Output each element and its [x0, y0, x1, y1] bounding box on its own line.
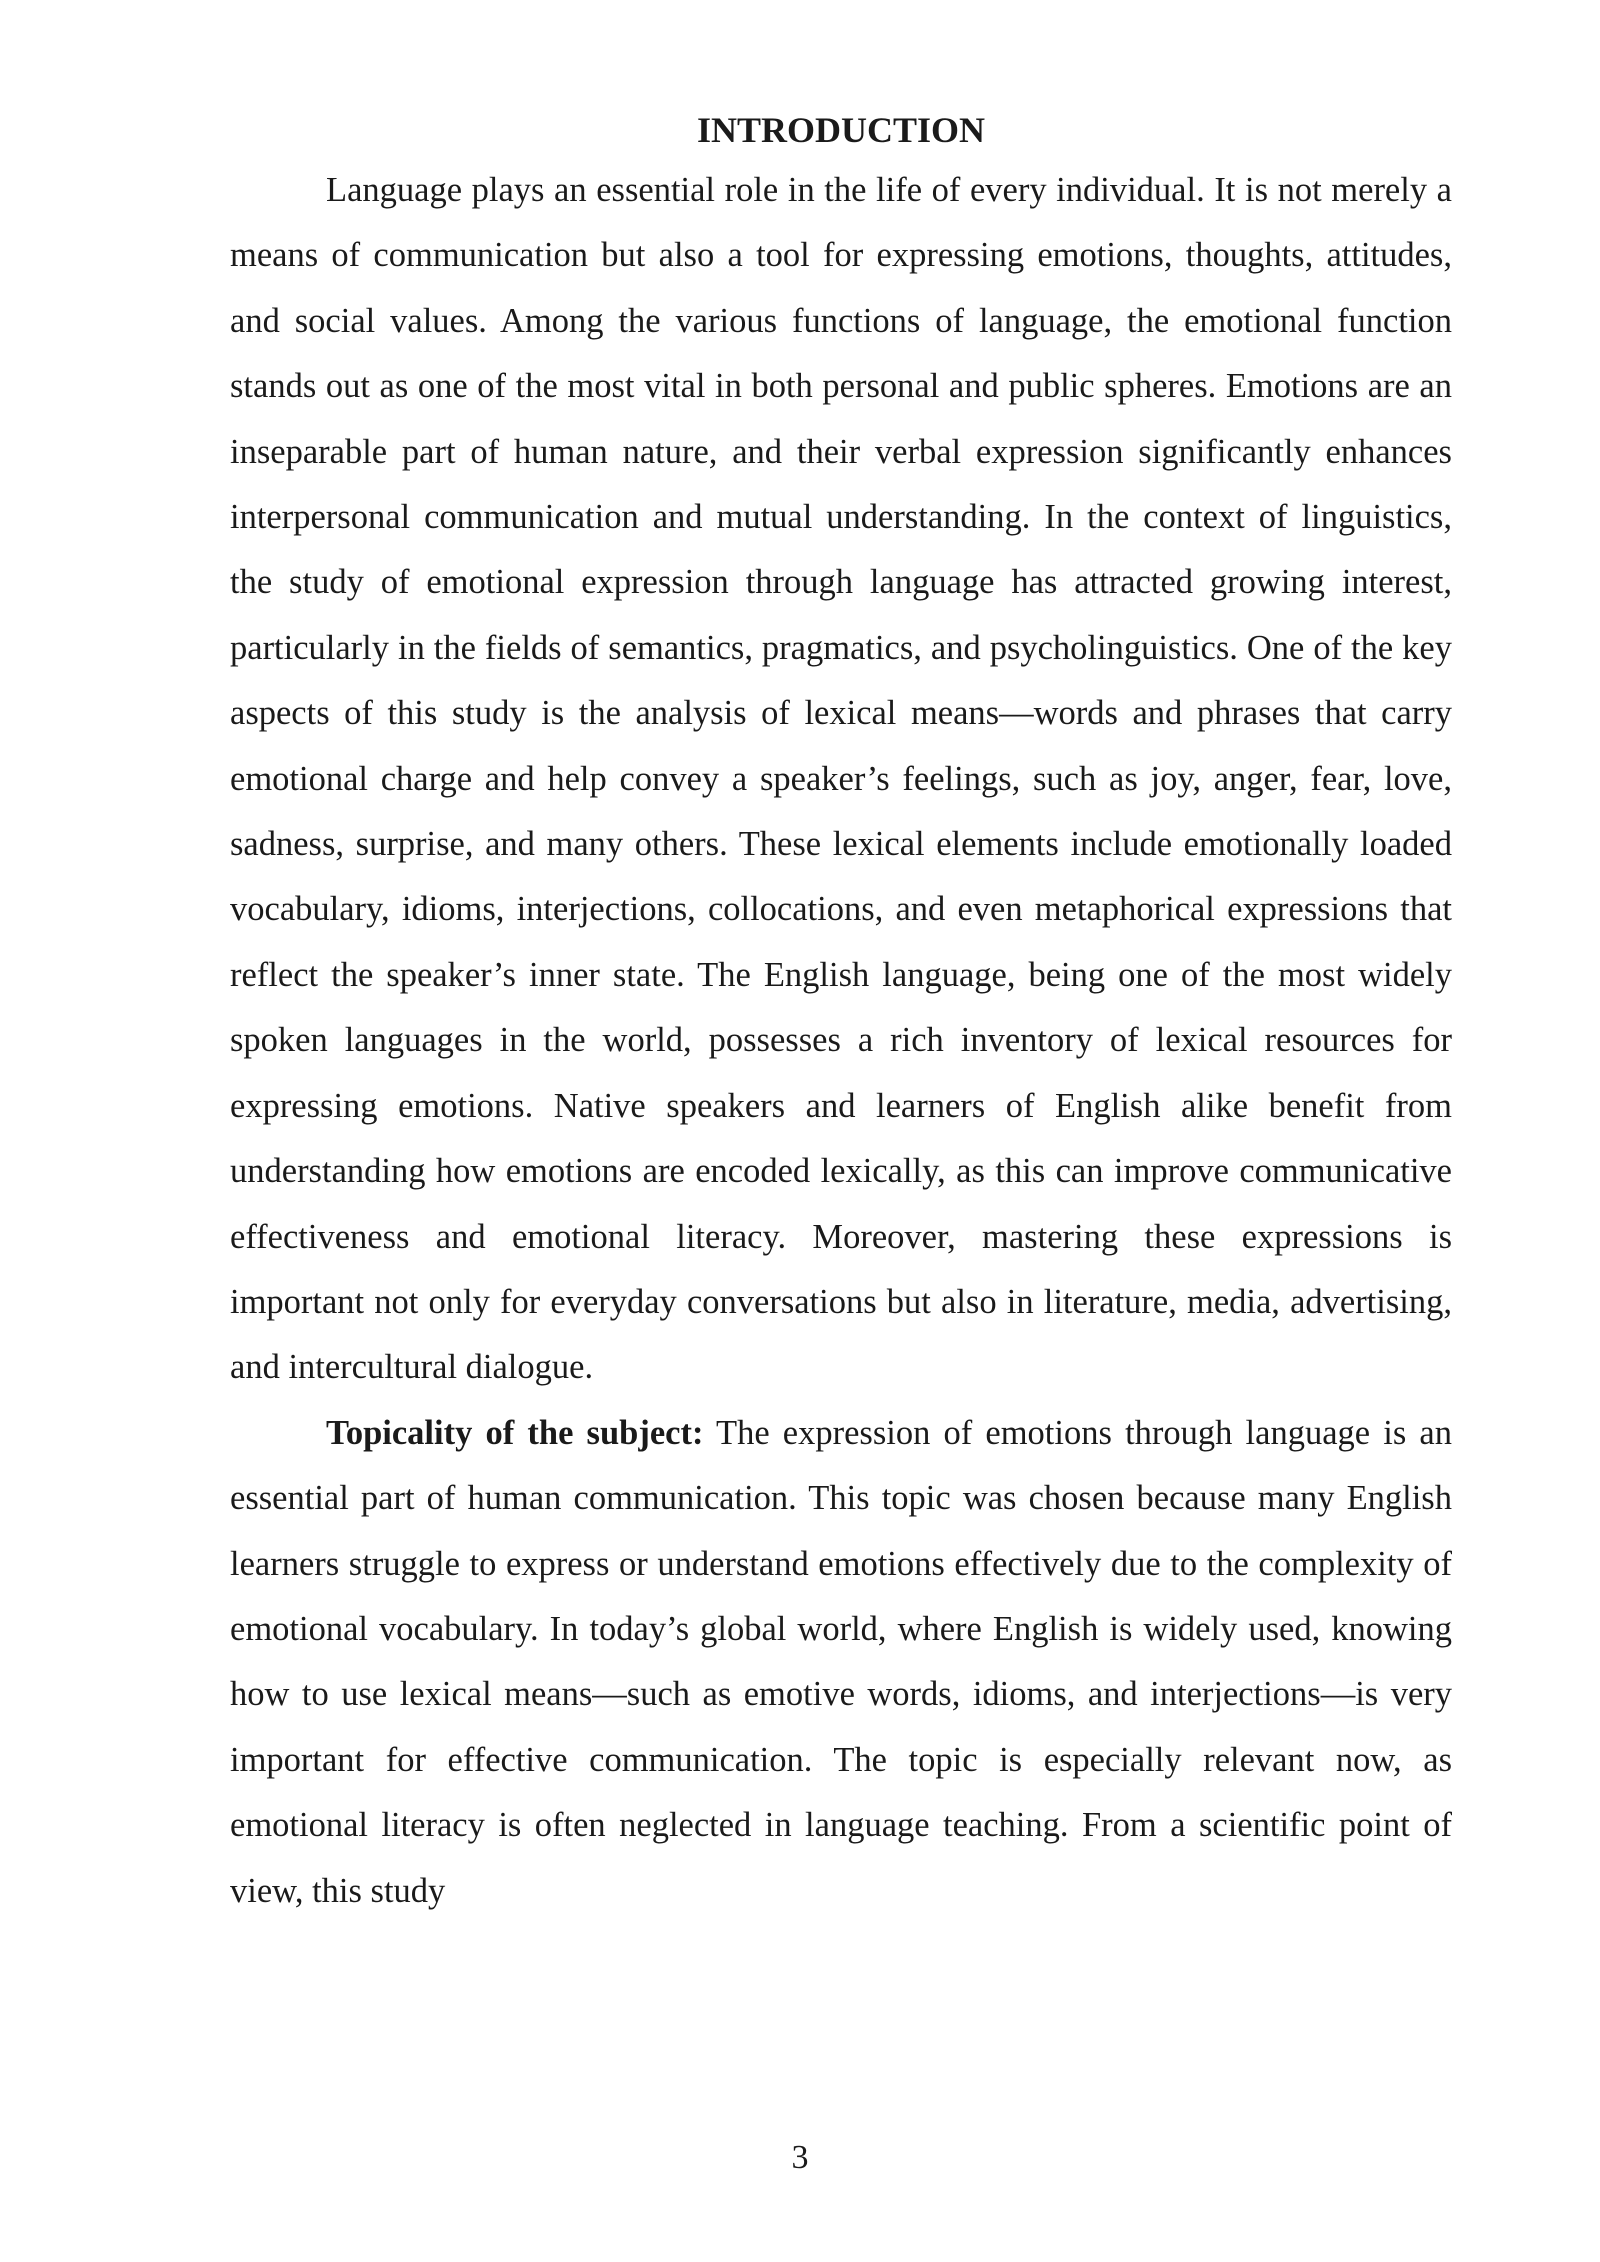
paragraph-lead: Topicality of the subject: — [326, 1413, 704, 1452]
page-number: 3 — [791, 2139, 809, 2176]
paragraph-text: Language plays an essential role in the life of every individual. It is not merely a means of communication but also a tool for expressing emotions, thoughts, attitudes, and social values. Among the various functions of language, the emotional function stands out as one of the most vital in both personal and public spheres. Emotions are an inseparable part of human nature, and their verbal expression significantly enhances interpersonal communication and mutual understanding. In the context of linguistics, the study of emotional expression through language has attracted growing interest, particularly in the fields of semantics, pragmatics, and psycholinguistics. One of the key aspects of this study is the analysis of lexical means—words and phrases that carry emotional charge and help convey a speaker’s feelings, such as joy, anger, fear, love, sadness, surprise, and many others. These lexical elements include emotionally loaded vocabulary, idioms, interjections, collocations, and even metaphorical expressions that reflect the speaker’s inner state. The English language, being one of the most widely spoken languages in the world, possesses a rich inventory of lexical resources for expressing emotions. Native speakers and learners of English alike benefit from understanding how emotions are encoded lexically, as this can improve communicative effectiveness and emotional literacy. Moreover, mastering these expressions is important not only for everyday conversations but also in literature, media, advertising, and intercultural dialogue. — [230, 171, 1452, 1387]
paragraph-topicality — [230, 1401, 1452, 1924]
document-page — [230, 110, 1452, 1924]
section-heading: INTRODUCTION — [696, 110, 986, 150]
paragraph-text: The expression of emotions through language is an essential part of human communication. This topic was chosen because many English learners struggle to express or understand emotions effectively due to the complexity of emotional vocabulary. In today’s global world, where English is widely used, knowing how to use lexical means—such as emotive words, idioms, and interjections—is very important for effective communication. The topic is especially relevant now, as emotional literacy is often neglected in language teaching. From a scientific point of view, this study — [230, 1413, 1452, 1910]
paragraph-introduction — [230, 158, 1452, 1401]
